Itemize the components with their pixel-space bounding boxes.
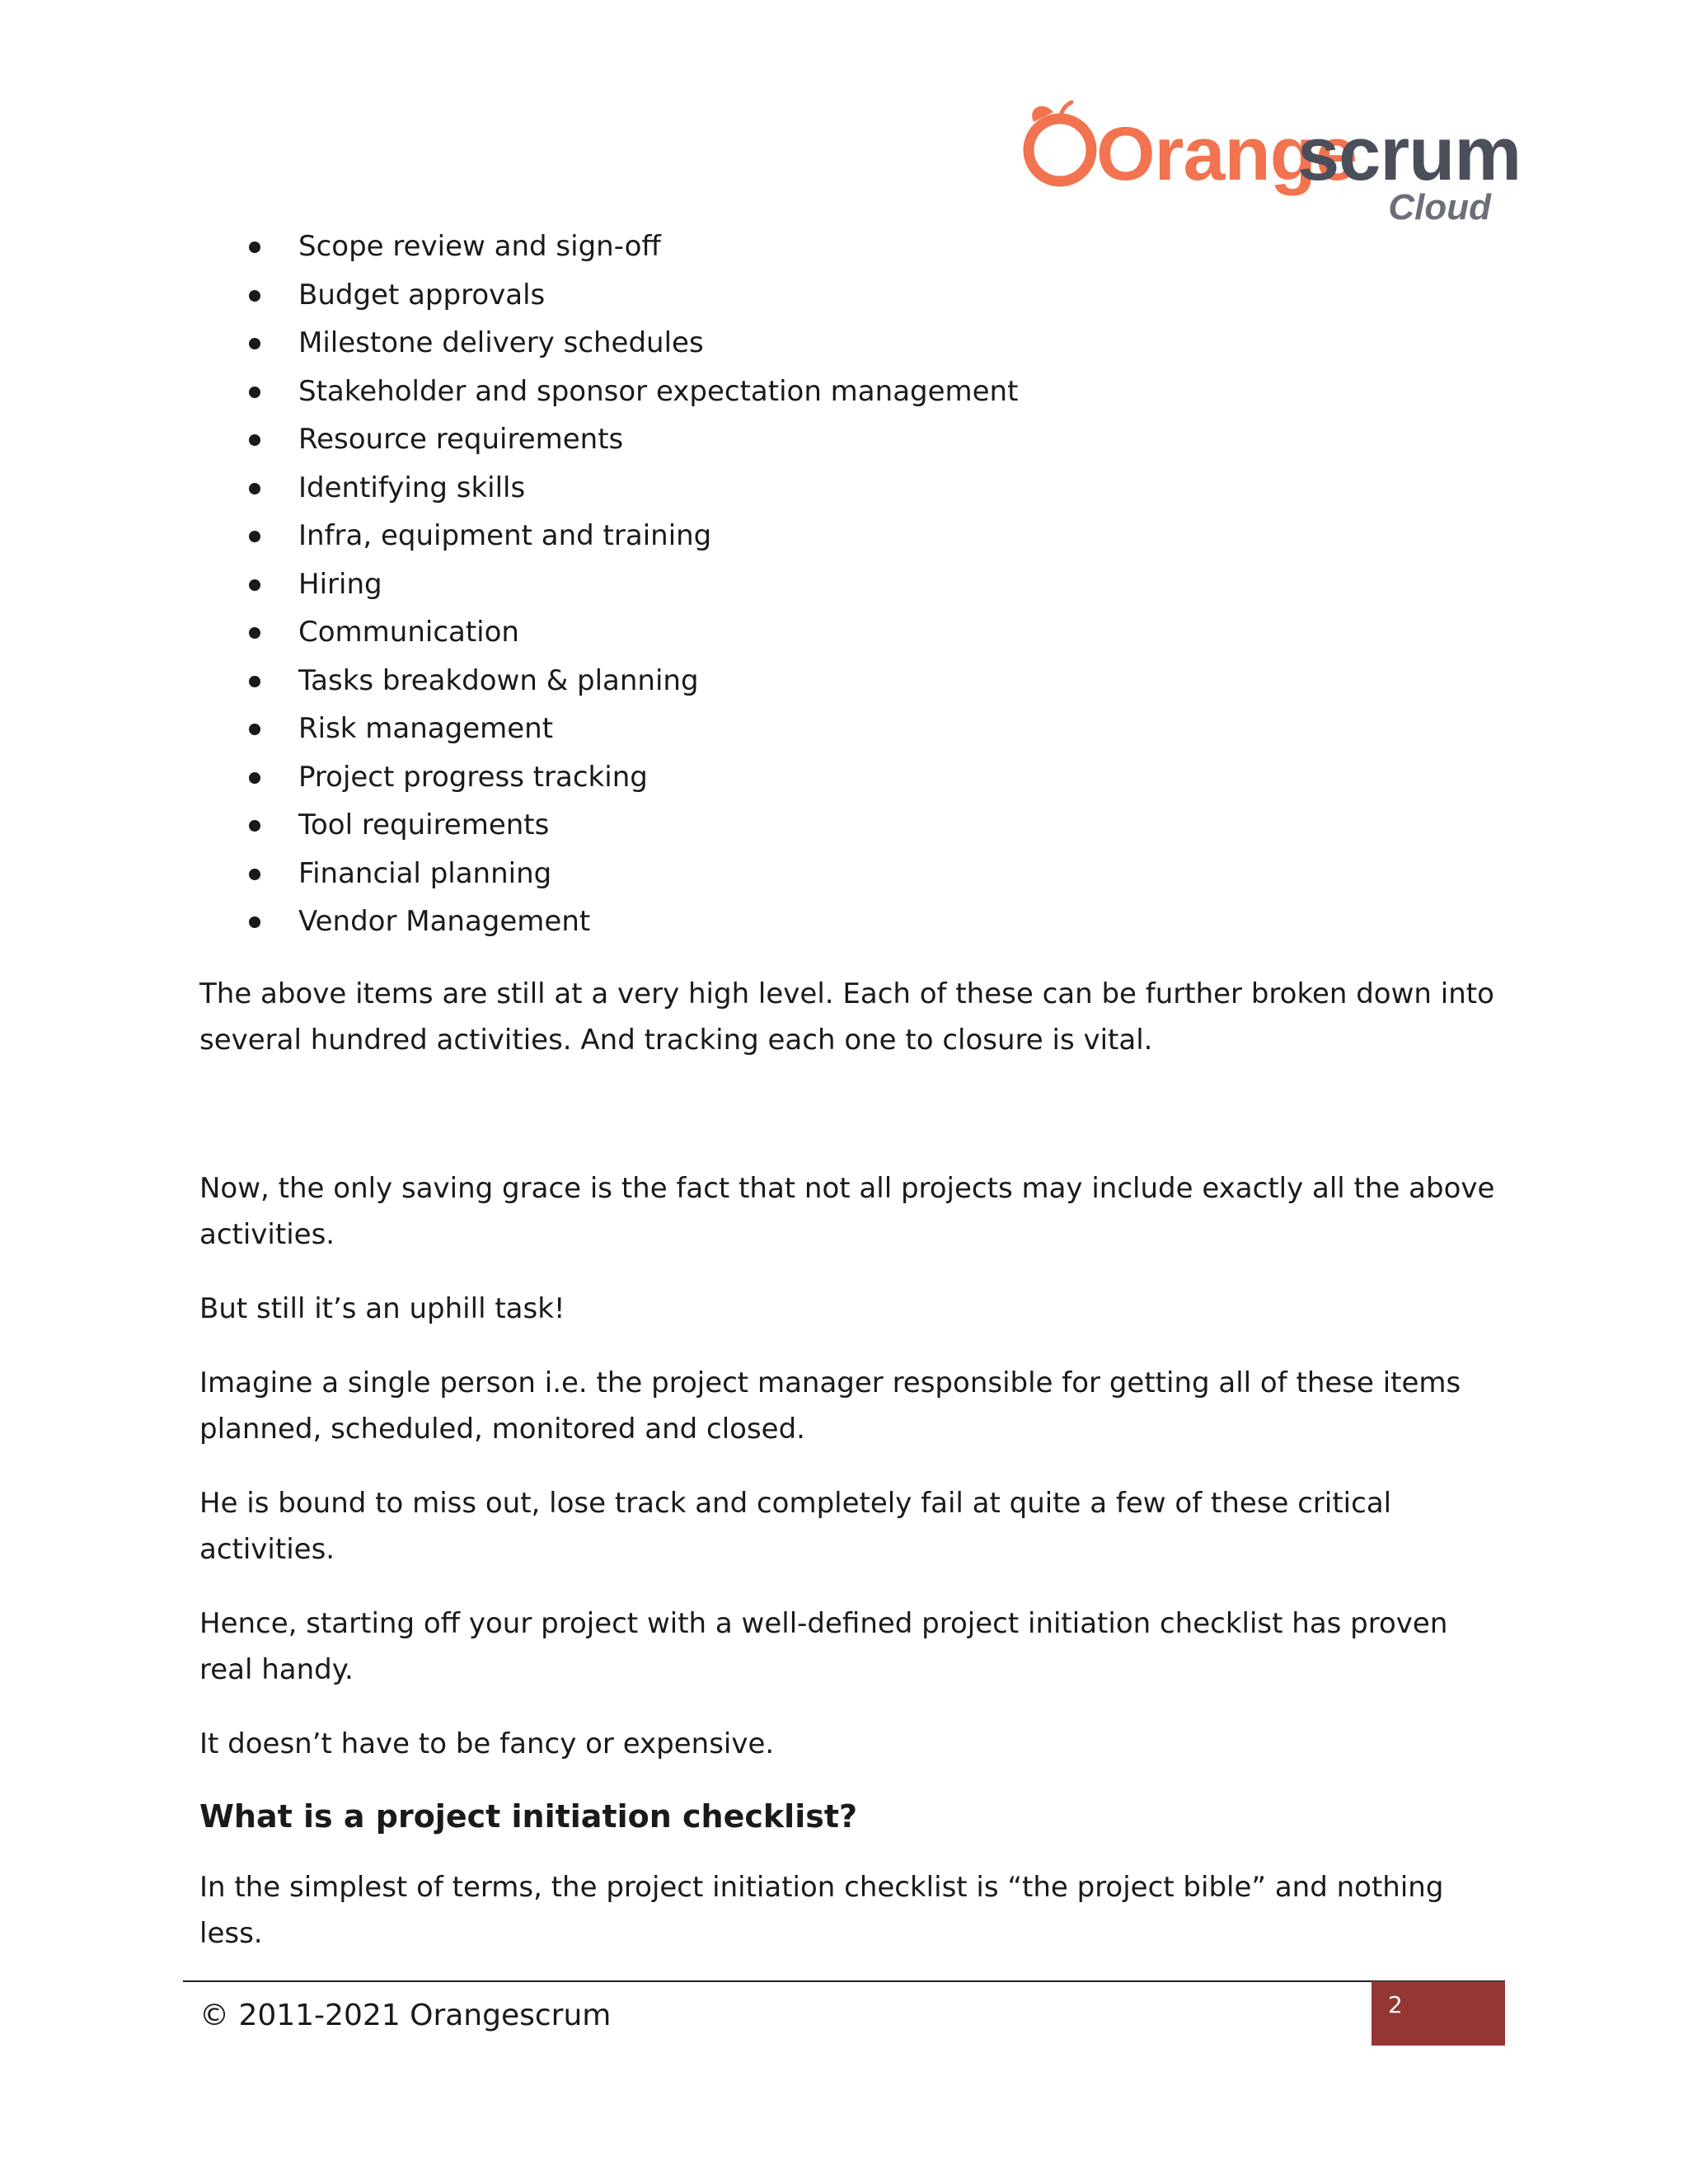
bullet-icon xyxy=(249,338,260,349)
list-item xyxy=(199,368,1502,416)
bullet-icon xyxy=(249,916,260,928)
bullet-icon xyxy=(249,241,260,253)
bullet-icon xyxy=(249,869,260,880)
section-heading: What is a project initiation checklist? xyxy=(199,1797,858,1835)
page-content xyxy=(199,223,1502,1957)
list-item-text: Milestone delivery schedules xyxy=(298,326,704,359)
bullet-icon xyxy=(249,579,260,591)
list-item-text: Tool requirements xyxy=(298,808,550,841)
bullet-icon xyxy=(249,290,260,302)
list-item-text: Project progress tracking xyxy=(298,760,648,794)
paragraph: He is bound to miss out, lose track and completely fail at quite a few of these critical activities. xyxy=(199,1486,1392,1566)
list-item xyxy=(199,512,1502,560)
logo-cloud-text: Cloud xyxy=(1388,187,1491,227)
list-item xyxy=(199,608,1502,657)
bullet-icon xyxy=(249,434,260,446)
bullet-icon xyxy=(249,772,260,784)
list-item xyxy=(199,753,1502,802)
list-item xyxy=(199,271,1502,320)
list-item-text: Identifying skills xyxy=(298,471,526,504)
bullet-icon xyxy=(249,387,260,398)
list-item xyxy=(199,705,1502,753)
list-item-text: Scope review and sign-off xyxy=(298,230,661,263)
list-item xyxy=(199,319,1502,368)
logo-brand-orange: Orange xyxy=(1096,112,1357,196)
list-item xyxy=(199,657,1502,705)
list-item-text: Tasks breakdown & planning xyxy=(298,663,699,697)
list-item xyxy=(199,560,1502,609)
list-item xyxy=(199,415,1502,464)
bullet-icon xyxy=(249,483,260,494)
list-item-text: Financial planning xyxy=(298,856,552,890)
paragraph: But still it’s an uphill task! xyxy=(199,1291,565,1325)
bullet-icon xyxy=(249,724,260,735)
paragraph: Now, the only saving grace is the fact that not all projects may include exactly all the above activities. xyxy=(199,1171,1495,1251)
bullet-icon xyxy=(249,676,260,687)
bullet-icon xyxy=(249,531,260,542)
list-item-text: Communication xyxy=(298,616,519,649)
list-item xyxy=(199,898,1502,946)
list-item-text: Risk management xyxy=(298,712,554,745)
footer-copyright: © 2011-2021 Orangescrum xyxy=(199,1999,612,2032)
bullet-icon xyxy=(249,820,260,832)
orange-fruit-icon xyxy=(1029,119,1091,181)
page-number-box xyxy=(1372,1981,1505,2046)
bullet-icon xyxy=(249,627,260,639)
footer-divider xyxy=(183,1980,1505,1982)
list-item-text: Hiring xyxy=(298,567,382,601)
list-item-text: Budget approvals xyxy=(298,278,546,312)
paragraph: Hence, starting off your project with a well-defined project initiation checklist has proven real handy. xyxy=(199,1606,1448,1686)
list-item xyxy=(199,223,1502,271)
paragraph: Imagine a single person i.e. the project manager responsible for getting all of these items planned, scheduled, monitored and closed. xyxy=(199,1366,1461,1446)
paragraph: The above items are still at a very high level. Each of these can be further broken down into several hundred activities. And tracking each one to closure is vital. xyxy=(199,977,1494,1057)
list-item xyxy=(199,464,1502,513)
orangescrum-logo-graphic xyxy=(1019,97,1522,229)
list-item-text: Infra, equipment and training xyxy=(298,519,712,552)
checklist xyxy=(199,223,1502,946)
logo-brand-scrum: scrum xyxy=(1297,112,1522,196)
list-item xyxy=(199,801,1502,850)
list-item-text: Vendor Management xyxy=(298,905,591,938)
orangescrum-logo xyxy=(1019,97,1522,229)
page-number: 2 xyxy=(1388,1991,1403,2018)
list-item-text: Stakeholder and sponsor expectation management xyxy=(298,374,1019,408)
list-item-text: Resource requirements xyxy=(298,423,624,456)
paragraph: In the simplest of terms, the project initiation checklist is “the project bible” and nothing less. xyxy=(199,1870,1444,1950)
list-item xyxy=(199,850,1502,898)
paragraph: It doesn’t have to be fancy or expensive. xyxy=(199,1727,775,1760)
